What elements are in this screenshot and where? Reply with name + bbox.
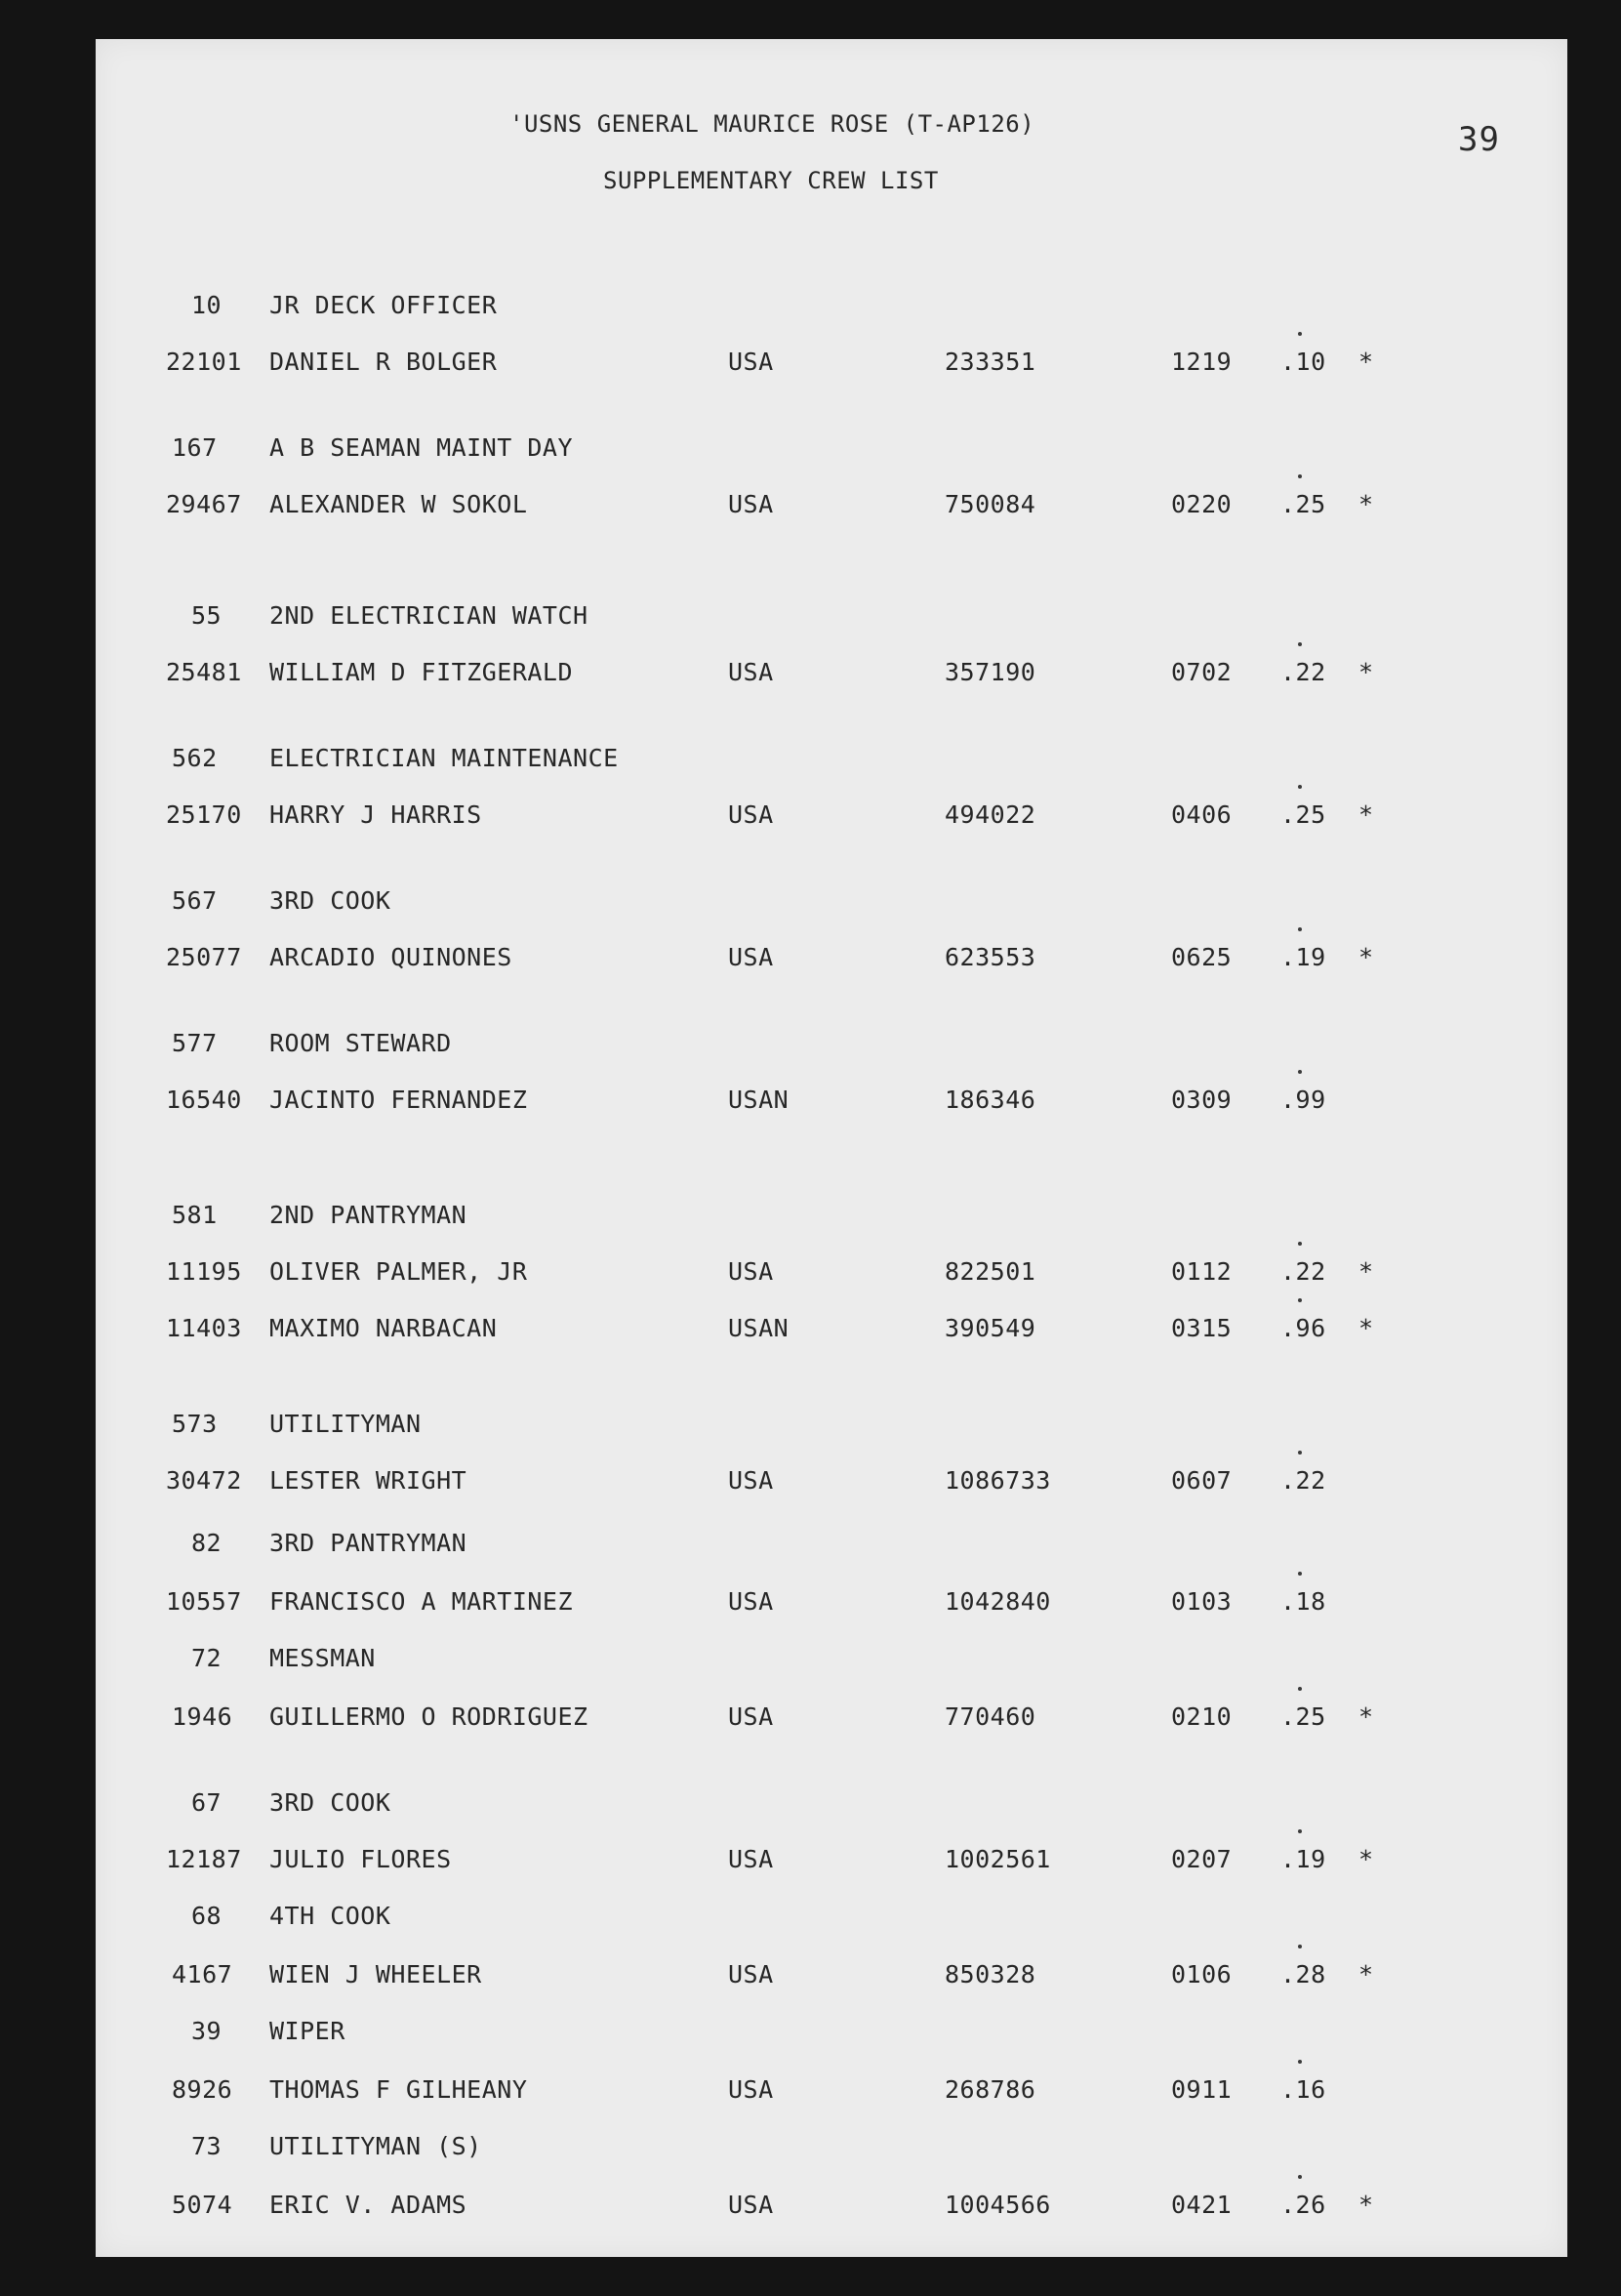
tick-dot <box>1298 2060 1302 2064</box>
crew-name: OLIVER PALMER, JR <box>269 1257 528 1286</box>
position-title: JR DECK OFFICER <box>269 291 498 319</box>
crew-number: 10557 <box>166 1587 242 1616</box>
crew-rate: .96 <box>1280 1314 1326 1342</box>
crew-name: MAXIMO NARBACAN <box>269 1314 498 1342</box>
crew-mark: * <box>1358 658 1374 686</box>
crew-rate: .99 <box>1280 1086 1326 1114</box>
crew-nationality: USA <box>728 1257 774 1286</box>
crew-nationality: USAN <box>728 1314 790 1342</box>
crew-number: 25481 <box>166 658 242 686</box>
crew-nationality: USA <box>728 1466 774 1495</box>
crew-id: 1086733 <box>945 1466 1051 1495</box>
crew-name: WIEN J WHEELER <box>269 1960 482 1988</box>
position-title: ELECTRICIAN MAINTENANCE <box>269 744 619 772</box>
crew-id: 1042840 <box>945 1587 1051 1616</box>
crew-rate: .16 <box>1280 2075 1326 2104</box>
position-code: 39 <box>191 2017 223 2045</box>
position-title: 3RD COOK <box>269 1788 391 1817</box>
crew-id: 850328 <box>945 1960 1036 1988</box>
document-page <box>96 39 1567 2257</box>
position-title: A B SEAMAN MAINT DAY <box>269 433 574 462</box>
crew-code: 0220 <box>1171 490 1233 518</box>
position-code: 72 <box>191 1644 223 1672</box>
crew-nationality: USA <box>728 800 774 829</box>
crew-id: 1002561 <box>945 1845 1051 1873</box>
crew-number: 1946 <box>172 1702 233 1731</box>
crew-number: 29467 <box>166 490 242 518</box>
crew-mark: * <box>1358 490 1374 518</box>
crew-rate: .19 <box>1280 1845 1326 1873</box>
position-code: 581 <box>172 1201 218 1229</box>
crew-id: 623553 <box>945 943 1036 971</box>
crew-code: 0103 <box>1171 1587 1233 1616</box>
tick-dot <box>1298 1070 1302 1074</box>
crew-nationality: USA <box>728 1960 774 1988</box>
crew-number: 30472 <box>166 1466 242 1495</box>
page-number: 39 <box>1458 120 1500 159</box>
crew-mark: * <box>1358 1702 1374 1731</box>
crew-name: DANIEL R BOLGER <box>269 348 498 376</box>
crew-code: 0702 <box>1171 658 1233 686</box>
crew-name: THOMAS F GILHEANY <box>269 2075 528 2104</box>
position-title: ROOM STEWARD <box>269 1029 452 1057</box>
crew-name: LESTER WRIGHT <box>269 1466 467 1495</box>
crew-mark: * <box>1358 348 1374 376</box>
crew-number: 8926 <box>172 2075 233 2104</box>
crew-id: 390549 <box>945 1314 1036 1342</box>
crew-nationality: USA <box>728 943 774 971</box>
crew-number: 11195 <box>166 1257 242 1286</box>
crew-rate: .19 <box>1280 943 1326 971</box>
crew-nationality: USA <box>728 490 774 518</box>
crew-number: 11403 <box>166 1314 242 1342</box>
crew-mark: * <box>1358 1960 1374 1988</box>
crew-name: GUILLERMO O RODRIGUEZ <box>269 1702 588 1731</box>
position-title: MESSMAN <box>269 1644 376 1672</box>
crew-id: 494022 <box>945 800 1036 829</box>
tick-dot <box>1298 1451 1302 1455</box>
crew-nationality: USA <box>728 1587 774 1616</box>
position-title: 4TH COOK <box>269 1902 391 1930</box>
crew-code: 0607 <box>1171 1466 1233 1495</box>
tick-dot <box>1298 1687 1302 1691</box>
crew-code: 0106 <box>1171 1960 1233 1988</box>
tick-dot <box>1298 1572 1302 1576</box>
position-code: 55 <box>191 601 223 630</box>
tick-dot <box>1298 2175 1302 2179</box>
position-code: 567 <box>172 886 218 915</box>
crew-number: 25170 <box>166 800 242 829</box>
crew-id: 770460 <box>945 1702 1036 1731</box>
crew-name: ALEXANDER W SOKOL <box>269 490 528 518</box>
tick-dot <box>1298 474 1302 478</box>
crew-nationality: USA <box>728 1702 774 1731</box>
position-title: UTILITYMAN (S) <box>269 2132 482 2160</box>
crew-mark: * <box>1358 2191 1374 2219</box>
crew-rate: .28 <box>1280 1960 1326 1988</box>
crew-mark: * <box>1358 943 1374 971</box>
crew-rate: .22 <box>1280 658 1326 686</box>
crew-name: JACINTO FERNANDEZ <box>269 1086 528 1114</box>
tick-dot <box>1298 1298 1302 1302</box>
crew-nationality: USA <box>728 2075 774 2104</box>
crew-code: 0625 <box>1171 943 1233 971</box>
list-title: SUPPLEMENTARY CREW LIST <box>603 167 939 194</box>
tick-dot <box>1298 785 1302 789</box>
crew-code: 0309 <box>1171 1086 1233 1114</box>
crew-code: 0112 <box>1171 1257 1233 1286</box>
ship-title: 'USNS GENERAL MAURICE ROSE (T-AP126) <box>509 110 1035 138</box>
position-code: 573 <box>172 1410 218 1438</box>
position-title: WIPER <box>269 2017 345 2045</box>
crew-rate: .26 <box>1280 2191 1326 2219</box>
crew-code: 0406 <box>1171 800 1233 829</box>
crew-code: 0911 <box>1171 2075 1233 2104</box>
crew-nationality: USA <box>728 658 774 686</box>
crew-mark: * <box>1358 800 1374 829</box>
crew-id: 822501 <box>945 1257 1036 1286</box>
crew-code: 1219 <box>1171 348 1233 376</box>
position-code: 167 <box>172 433 218 462</box>
crew-rate: .18 <box>1280 1587 1326 1616</box>
crew-number: 25077 <box>166 943 242 971</box>
crew-name: ARCADIO QUINONES <box>269 943 512 971</box>
position-title: 2ND ELECTRICIAN WATCH <box>269 601 588 630</box>
position-code: 82 <box>191 1529 223 1557</box>
tick-dot <box>1298 927 1302 931</box>
crew-number: 5074 <box>172 2191 233 2219</box>
crew-code: 0421 <box>1171 2191 1233 2219</box>
crew-rate: .25 <box>1280 1702 1326 1731</box>
crew-name: JULIO FLORES <box>269 1845 452 1873</box>
crew-nationality: USA <box>728 2191 774 2219</box>
position-title: 2ND PANTRYMAN <box>269 1201 467 1229</box>
tick-dot <box>1298 1945 1302 1948</box>
crew-name: FRANCISCO A MARTINEZ <box>269 1587 574 1616</box>
tick-dot <box>1298 1242 1302 1246</box>
position-code: 67 <box>191 1788 223 1817</box>
crew-rate: .10 <box>1280 348 1326 376</box>
position-title: 3RD COOK <box>269 886 391 915</box>
crew-id: 1004566 <box>945 2191 1051 2219</box>
tick-dot <box>1298 332 1302 336</box>
position-title: UTILITYMAN <box>269 1410 422 1438</box>
crew-rate: .22 <box>1280 1466 1326 1495</box>
crew-code: 0210 <box>1171 1702 1233 1731</box>
crew-id: 233351 <box>945 348 1036 376</box>
crew-mark: * <box>1358 1257 1374 1286</box>
crew-name: HARRY J HARRIS <box>269 800 482 829</box>
crew-name: WILLIAM D FITZGERALD <box>269 658 574 686</box>
crew-nationality: USA <box>728 348 774 376</box>
position-code: 562 <box>172 744 218 772</box>
crew-name: ERIC V. ADAMS <box>269 2191 467 2219</box>
position-code: 10 <box>191 291 223 319</box>
crew-id: 186346 <box>945 1086 1036 1114</box>
crew-rate: .25 <box>1280 800 1326 829</box>
crew-id: 357190 <box>945 658 1036 686</box>
crew-rate: .25 <box>1280 490 1326 518</box>
crew-mark: * <box>1358 1845 1374 1873</box>
crew-number: 12187 <box>166 1845 242 1873</box>
crew-nationality: USA <box>728 1845 774 1873</box>
position-code: 68 <box>191 1902 223 1930</box>
crew-nationality: USAN <box>728 1086 790 1114</box>
crew-code: 0315 <box>1171 1314 1233 1342</box>
position-title: 3RD PANTRYMAN <box>269 1529 467 1557</box>
crew-mark: * <box>1358 1314 1374 1342</box>
crew-number: 4167 <box>172 1960 233 1988</box>
tick-dot <box>1298 642 1302 646</box>
crew-number: 22101 <box>166 348 242 376</box>
crew-id: 268786 <box>945 2075 1036 2104</box>
tick-dot <box>1298 1829 1302 1833</box>
crew-code: 0207 <box>1171 1845 1233 1873</box>
crew-id: 750084 <box>945 490 1036 518</box>
position-code: 577 <box>172 1029 218 1057</box>
position-code: 73 <box>191 2132 223 2160</box>
crew-rate: .22 <box>1280 1257 1326 1286</box>
crew-number: 16540 <box>166 1086 242 1114</box>
